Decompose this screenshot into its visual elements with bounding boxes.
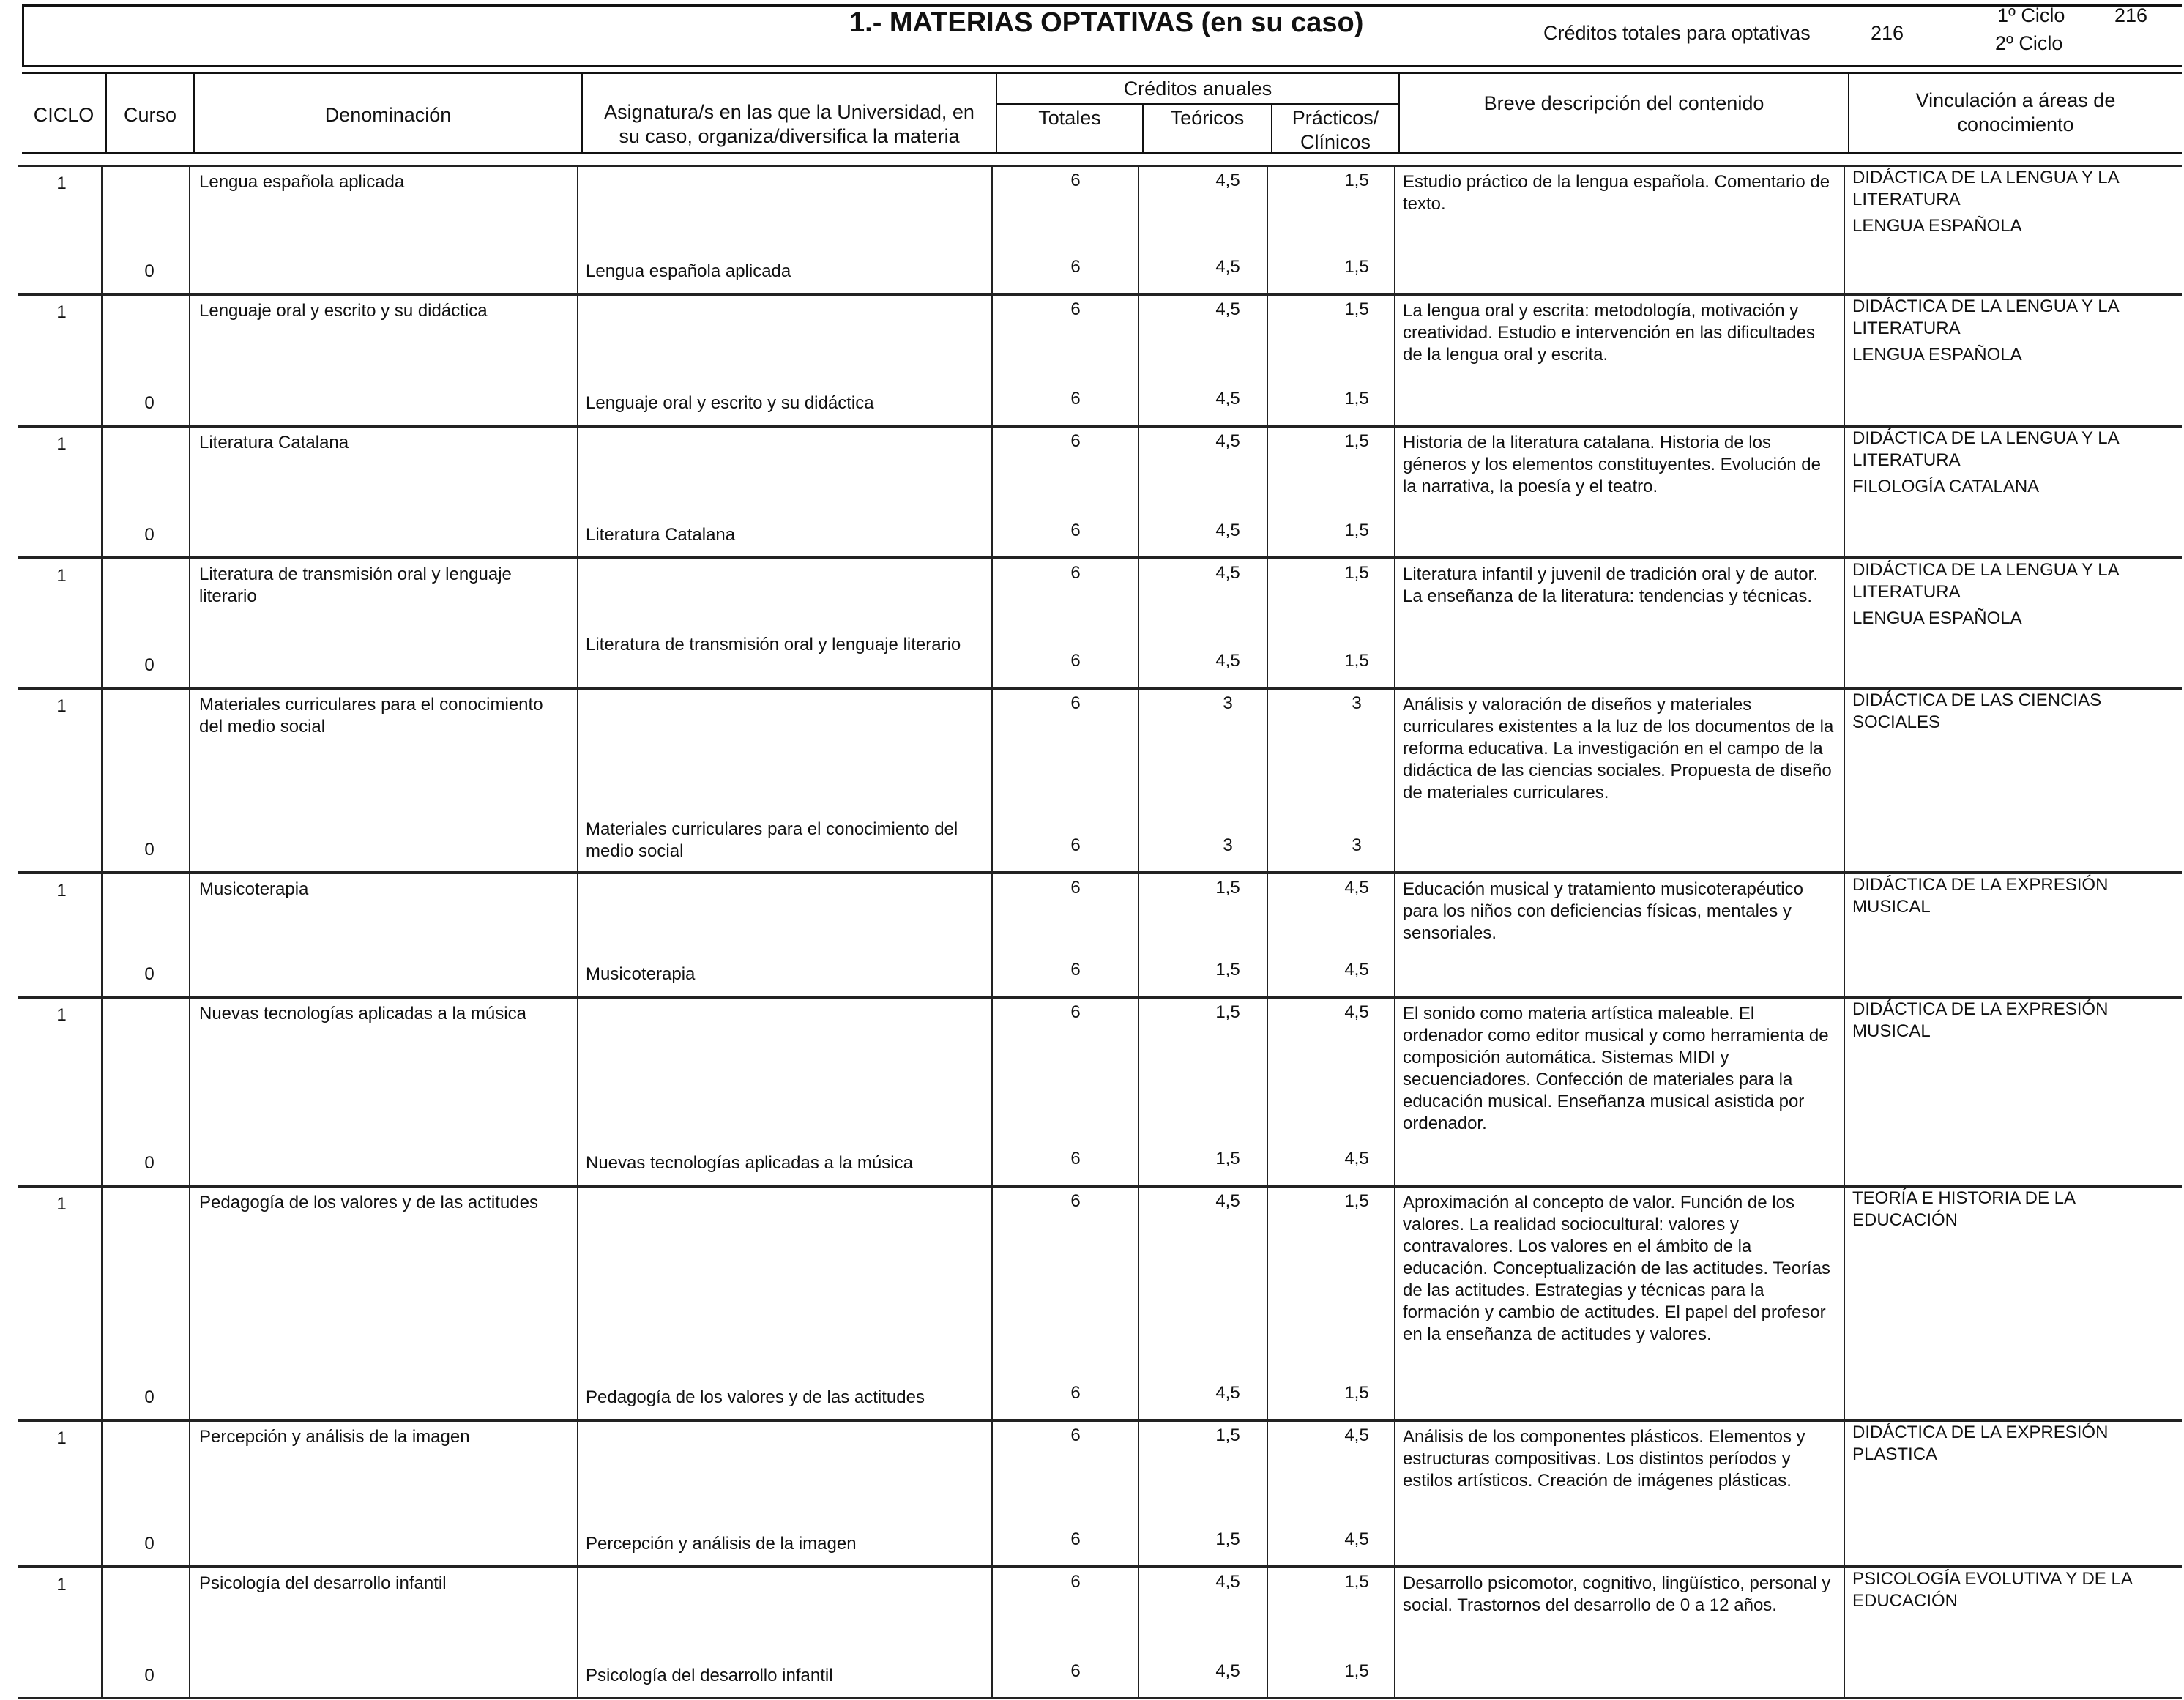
denominacion-cell: Materiales curriculares para el conocimiento del medio social [199,695,543,737]
asignatura-cell: Lenguaje oral y escrito y su didáctica [586,393,874,413]
column-divider [577,690,578,871]
totales-cell: 6 [1070,1002,1081,1022]
table-header [22,72,2182,154]
sub-totales-cell: 6 [1070,1661,1081,1681]
sub-practicos-cell: 1,5 [1344,257,1369,277]
column-divider [1394,167,1395,293]
column-divider [991,167,993,293]
sub-totales-cell: 6 [1070,651,1081,671]
table-row [18,1186,2182,1420]
asignatura-cell: Literatura Catalana [586,525,736,545]
areas-cell [1852,999,2174,1047]
practicos-cell: 1,5 [1344,1191,1369,1211]
totales-cell: 6 [1070,563,1081,583]
col-totales: Totales [1038,107,1101,129]
column-divider [101,559,103,687]
totales-cell: 6 [1070,1425,1081,1445]
column-divider [189,167,190,293]
teoricos-cell: 1,5 [1215,1425,1240,1445]
column-divider [101,1188,103,1419]
sub-teoricos-cell: 4,5 [1215,1383,1240,1403]
practicos-cell: 3 [1352,693,1362,713]
area-item: TEORÍA E HISTORIA DE LA EDUCACIÓN [1852,1188,2075,1230]
practicos-cell: 4,5 [1344,1425,1369,1445]
col-practicos-line2: Clínicos [1300,131,1371,153]
column-divider [1844,874,1845,996]
ciclo-cell: 1 [56,696,67,716]
col-vinculacion-line1: Vinculación a áreas de [1915,89,2116,111]
asignatura-cell: Percepción y análisis de la imagen [586,1534,857,1554]
column-divider [1138,999,1139,1185]
asignatura-cell: Pedagogía de los valores y de las actitudes [586,1387,925,1407]
column-divider [577,167,578,293]
descripcion-cell: La lengua oral y escrita: metodología, motivación y creatividad. Estudio e intervención en las dificultades de la lengua oral y escrita. [1403,301,1815,365]
table-row [18,1567,2182,1699]
sub-teoricos-cell: 1,5 [1215,1529,1240,1549]
curso-cell: 0 [144,525,154,545]
areas-cell [1852,1188,2174,1236]
area-item: DIDÁCTICA DE LA LENGUA Y LA LITERATURA [1852,560,2119,602]
totales-cell: 6 [1070,171,1081,190]
descripcion-cell: Literatura infantil y juvenil de tradición oral y de autor. La enseñanza de la literatura: tendencias y técnicas. [1403,564,1818,606]
column-divider [1267,1188,1268,1419]
denominacion-cell: Nuevas tecnologías aplicadas a la música [199,1004,526,1024]
ciclo-cell: 1 [56,1428,67,1448]
col-ciclo: CICLO [33,104,94,126]
column-divider [1267,874,1268,996]
curso-cell: 0 [144,964,154,984]
areas-cell [1852,1568,2174,1617]
teoricos-cell: 1,5 [1215,878,1240,898]
column-divider [1267,559,1268,687]
sub-practicos-cell: 1,5 [1344,389,1369,409]
ciclo-cell: 1 [56,1194,67,1214]
column-divider [189,428,190,556]
sub-teoricos-cell: 4,5 [1215,521,1240,540]
column-divider [189,874,190,996]
column-divider [991,1422,993,1565]
sub-practicos-cell: 4,5 [1344,1529,1369,1549]
column-divider [1394,1188,1395,1419]
sub-practicos-cell: 1,5 [1344,1383,1369,1403]
denominacion-cell: Lenguaje oral y escrito y su didáctica [199,301,488,321]
table-row [18,1420,2182,1567]
totales-cell: 6 [1070,1572,1081,1592]
totales-cell: 6 [1070,299,1081,319]
teoricos-cell: 4,5 [1215,299,1240,319]
practicos-cell: 1,5 [1344,431,1369,451]
descripcion-cell: Estudio práctico de la lengua española. Comentario de texto. [1403,172,1830,214]
column-divider [1394,296,1395,425]
column-divider [1138,167,1139,293]
table-row [18,873,2182,997]
descripcion-cell: Aproximación al concepto de valor. Función de los valores. La realidad sociocultural: valores y contravalores. Los valores en el ámbito de la educación. Conceptualización de las actitudes. Teorías de las actitudes. Estrategias y técnicas para la formación y cambio de actitudes. El papel del profesor en la enseñanza de actitudes y valores. [1403,1193,1830,1344]
column-divider [1394,1568,1395,1697]
credits-total-label: Créditos totales para optativas [1543,22,1811,44]
descripcion-cell: El sonido como materia artística maleable. El ordenador como editor musical y como herramienta de composición automática. Sistemas MIDI y secuenciadores. Confección de materiales para la educación musical. Enseñanza musical asistida por ordenador. [1403,1004,1829,1133]
column-divider [1844,999,1845,1185]
column-divider [1394,428,1395,556]
area-item: DIDÁCTICA DE LAS CIENCIAS SOCIALES [1852,690,2102,732]
area-item: DIDÁCTICA DE LA EXPRESIÓN MUSICAL [1852,875,2109,917]
asignatura-cell: Materiales curriculares para el conocimiento del medio social [586,819,958,861]
sub-teoricos-cell: 4,5 [1215,389,1240,409]
col-asignaturas [583,100,996,149]
area-item: DIDÁCTICA DE LA LENGUA Y LA LITERATURA [1852,428,2119,470]
col-vinculacion [1849,89,2182,137]
asignatura-cell: Psicología del desarrollo infantil [586,1666,833,1685]
column-divider [1138,428,1139,556]
column-divider [189,690,190,871]
areas-cell [1852,428,2174,502]
column-divider [577,559,578,687]
sub-practicos-cell: 4,5 [1344,960,1369,980]
ciclo1-label: 1º Ciclo [1997,4,2065,26]
sub-teoricos-cell: 4,5 [1215,1661,1240,1681]
ciclo-cell: 1 [56,566,67,586]
column-divider [991,690,993,871]
asignatura-cell: Lengua española aplicada [586,261,791,281]
practicos-cell: 1,5 [1344,563,1369,583]
curso-cell: 0 [144,1387,154,1407]
denominacion-cell: Musicoterapia [199,879,309,899]
descripcion-cell: Análisis y valoración de diseños y materiales curriculares existentes a la luz de los documentos de la reforma educativa. La investigación en el campo de la didáctica de las ciencias sociales. Propuesta de diseño de materiales curriculares. [1403,695,1834,802]
asignatura-cell: Literatura de transmisión oral y lenguaje literario [586,635,961,655]
sub-teoricos-cell: 1,5 [1215,960,1240,980]
column-divider [577,296,578,425]
col-creditos-anuales: Créditos anuales [1123,78,1272,100]
column-divider [189,296,190,425]
column-divider [1394,1422,1395,1565]
area-item: LENGUA ESPAÑOLA [1852,216,2022,236]
column-divider [1844,167,1845,293]
column-divider [1267,1422,1268,1565]
column-divider [101,296,103,425]
descripcion-cell: Desarrollo psicomotor, cognitivo, lingüístico, personal y social. Trastornos del desarrollo de 0 a 12 años. [1403,1573,1831,1615]
column-divider [1267,428,1268,556]
table-row [18,165,2182,294]
column-divider [1844,690,1845,871]
column-divider [1844,296,1845,425]
practicos-cell: 4,5 [1344,878,1369,898]
col-practicos-line1: Prácticos/ [1292,107,1379,129]
column-divider [991,1568,993,1697]
col-curso: Curso [123,104,177,126]
ciclo-cell: 1 [56,302,67,322]
teoricos-cell: 3 [1223,693,1233,713]
column-divider [101,874,103,996]
areas-cell [1852,167,2174,242]
column-divider [1267,167,1268,293]
totales-cell: 6 [1070,878,1081,898]
ciclo2-label: 2º Ciclo [1995,32,2063,54]
sub-totales-cell: 6 [1070,1149,1081,1168]
table-row [18,997,2182,1186]
practicos-cell: 1,5 [1344,299,1369,319]
column-divider [577,1568,578,1697]
col-vinculacion-line2: conocimiento [1957,113,2074,135]
column-divider [189,1568,190,1697]
sub-totales-cell: 6 [1070,521,1081,540]
practicos-cell: 4,5 [1344,1002,1369,1022]
ciclo1-value: 216 [2114,4,2148,26]
sub-teoricos-cell: 4,5 [1215,257,1240,277]
ciclo-cell: 1 [56,881,67,901]
sub-teoricos-cell: 3 [1223,835,1233,855]
column-divider [991,296,993,425]
teoricos-cell: 4,5 [1215,1572,1240,1592]
column-divider [991,1188,993,1419]
credits-total-value: 216 [1871,22,1904,44]
denominacion-cell: Lengua española aplicada [199,172,405,192]
column-divider [101,690,103,871]
area-item: DIDÁCTICA DE LA EXPRESIÓN PLASTICA [1852,1423,2109,1464]
column-divider [991,874,993,996]
descripcion-cell: Historia de la literatura catalana. Historia de los géneros y los elementos constituyentes. Evolución de la narrativa, la poesía y el teatro. [1403,433,1821,496]
table-row [18,426,2182,558]
sub-totales-cell: 6 [1070,835,1081,855]
column-divider [577,1422,578,1565]
ciclo-cell: 1 [56,434,67,454]
areas-cell [1852,690,2174,738]
column-divider [1844,1568,1845,1697]
curso-cell: 0 [144,261,154,281]
area-item: FILOLOGÍA CATALANA [1852,477,2040,496]
area-item: LENGUA ESPAÑOLA [1852,608,2022,628]
practicos-cell: 1,5 [1344,171,1369,190]
column-divider [1267,296,1268,425]
curso-cell: 0 [144,1153,154,1173]
table-row [18,294,2182,426]
sub-totales-cell: 6 [1070,389,1081,409]
column-divider [991,999,993,1185]
teoricos-cell: 4,5 [1215,171,1240,190]
col-teoricos: Teóricos [1170,107,1245,129]
column-divider [189,1422,190,1565]
denominacion-cell: Literatura Catalana [199,433,349,452]
column-divider [1138,874,1139,996]
curso-cell: 0 [144,1666,154,1685]
ciclo-cell: 1 [56,174,67,193]
denominacion-cell: Percepción y análisis de la imagen [199,1427,470,1447]
sub-practicos-cell: 1,5 [1344,651,1369,671]
asignatura-cell: Musicoterapia [586,964,696,984]
area-item: LENGUA ESPAÑOLA [1852,345,2022,365]
column-divider [1138,1422,1139,1565]
sub-totales-cell: 6 [1070,1383,1081,1403]
totales-cell: 6 [1070,693,1081,713]
column-divider [991,428,993,556]
denominacion-cell: Literatura de transmisión oral y lenguaje literario [199,564,512,606]
curso-cell: 0 [144,840,154,860]
areas-cell [1852,559,2174,634]
area-item: PSICOLOGÍA EVOLUTIVA Y DE LA EDUCACIÓN [1852,1569,2132,1611]
column-divider [1394,690,1395,871]
page-title: 1.- MATERIAS OPTATIVAS (en su caso) [849,7,1364,38]
column-divider [991,559,993,687]
curso-cell: 0 [144,1534,154,1554]
ciclo-cell: 1 [56,1575,67,1595]
column-divider [1844,559,1845,687]
col-asignaturas-line1: Asignatura/s en las que la Universidad, en [604,101,974,123]
denominacion-cell: Pedagogía de los valores y de las actitudes [199,1193,538,1212]
sub-practicos-cell: 1,5 [1344,521,1369,540]
sub-teoricos-cell: 1,5 [1215,1149,1240,1168]
column-divider [1844,1188,1845,1419]
descripcion-cell: Análisis de los componentes plásticos. Elementos y estructuras compositivas. Los distintos períodos y estilos artísticos. Creación de imágenes plásticas. [1403,1427,1805,1491]
column-divider [101,1568,103,1697]
column-divider [1267,999,1268,1185]
area-item: DIDÁCTICA DE LA LENGUA Y LA LITERATURA [1852,297,2119,338]
column-divider [101,428,103,556]
sub-totales-cell: 6 [1070,960,1081,980]
column-divider [101,999,103,1185]
column-divider [1138,559,1139,687]
col-descripcion: Breve descripción del contenido [1483,92,1764,114]
table-row [18,688,2182,873]
column-divider [189,999,190,1185]
totales-cell: 6 [1070,1191,1081,1211]
column-divider [1394,559,1395,687]
teoricos-cell: 4,5 [1215,431,1240,451]
column-divider [577,1188,578,1419]
column-divider [1394,874,1395,996]
teoricos-cell: 1,5 [1215,1002,1240,1022]
column-divider [1267,690,1268,871]
teoricos-cell: 4,5 [1215,563,1240,583]
area-item: DIDÁCTICA DE LA EXPRESIÓN MUSICAL [1852,999,2109,1041]
denominacion-cell: Psicología del desarrollo infantil [199,1573,447,1593]
asignatura-cell: Nuevas tecnologías aplicadas a la música [586,1153,913,1173]
totales-cell: 6 [1070,431,1081,451]
sub-teoricos-cell: 4,5 [1215,651,1240,671]
column-divider [1138,1568,1139,1697]
table-row [18,558,2182,688]
column-divider [101,167,103,293]
header-divider [996,103,1398,105]
curso-cell: 0 [144,393,154,413]
sub-totales-cell: 6 [1070,257,1081,277]
column-divider [101,1422,103,1565]
column-divider [1138,1188,1139,1419]
column-divider [189,559,190,687]
areas-cell [1852,1422,2174,1470]
column-divider [1844,1422,1845,1565]
col-practicos [1272,106,1398,154]
teoricos-cell: 4,5 [1215,1191,1240,1211]
sub-practicos-cell: 3 [1352,835,1362,855]
column-divider [1138,690,1139,871]
ciclo-cell: 1 [56,1005,67,1025]
col-denominacion: Denominación [324,104,452,126]
column-divider [1394,999,1395,1185]
column-divider [1138,296,1139,425]
curso-cell: 0 [144,655,154,675]
descripcion-cell: Educación musical y tratamiento musicoterapéutico para los niños con deficiencias físicas, mentales y sensoriales. [1403,879,1803,943]
column-divider [1844,428,1845,556]
column-divider [577,874,578,996]
column-divider [577,428,578,556]
column-divider [1267,1568,1268,1697]
col-asignaturas-line2: su caso, organiza/diversifica la materia [619,125,960,147]
area-item: DIDÁCTICA DE LA LENGUA Y LA LITERATURA [1852,168,2119,209]
practicos-cell: 1,5 [1344,1572,1369,1592]
areas-cell [1852,874,2174,922]
areas-cell [1852,296,2174,370]
sub-practicos-cell: 4,5 [1344,1149,1369,1168]
column-divider [577,999,578,1185]
sub-totales-cell: 6 [1070,1529,1081,1549]
sub-practicos-cell: 1,5 [1344,1661,1369,1681]
column-divider [189,1188,190,1419]
